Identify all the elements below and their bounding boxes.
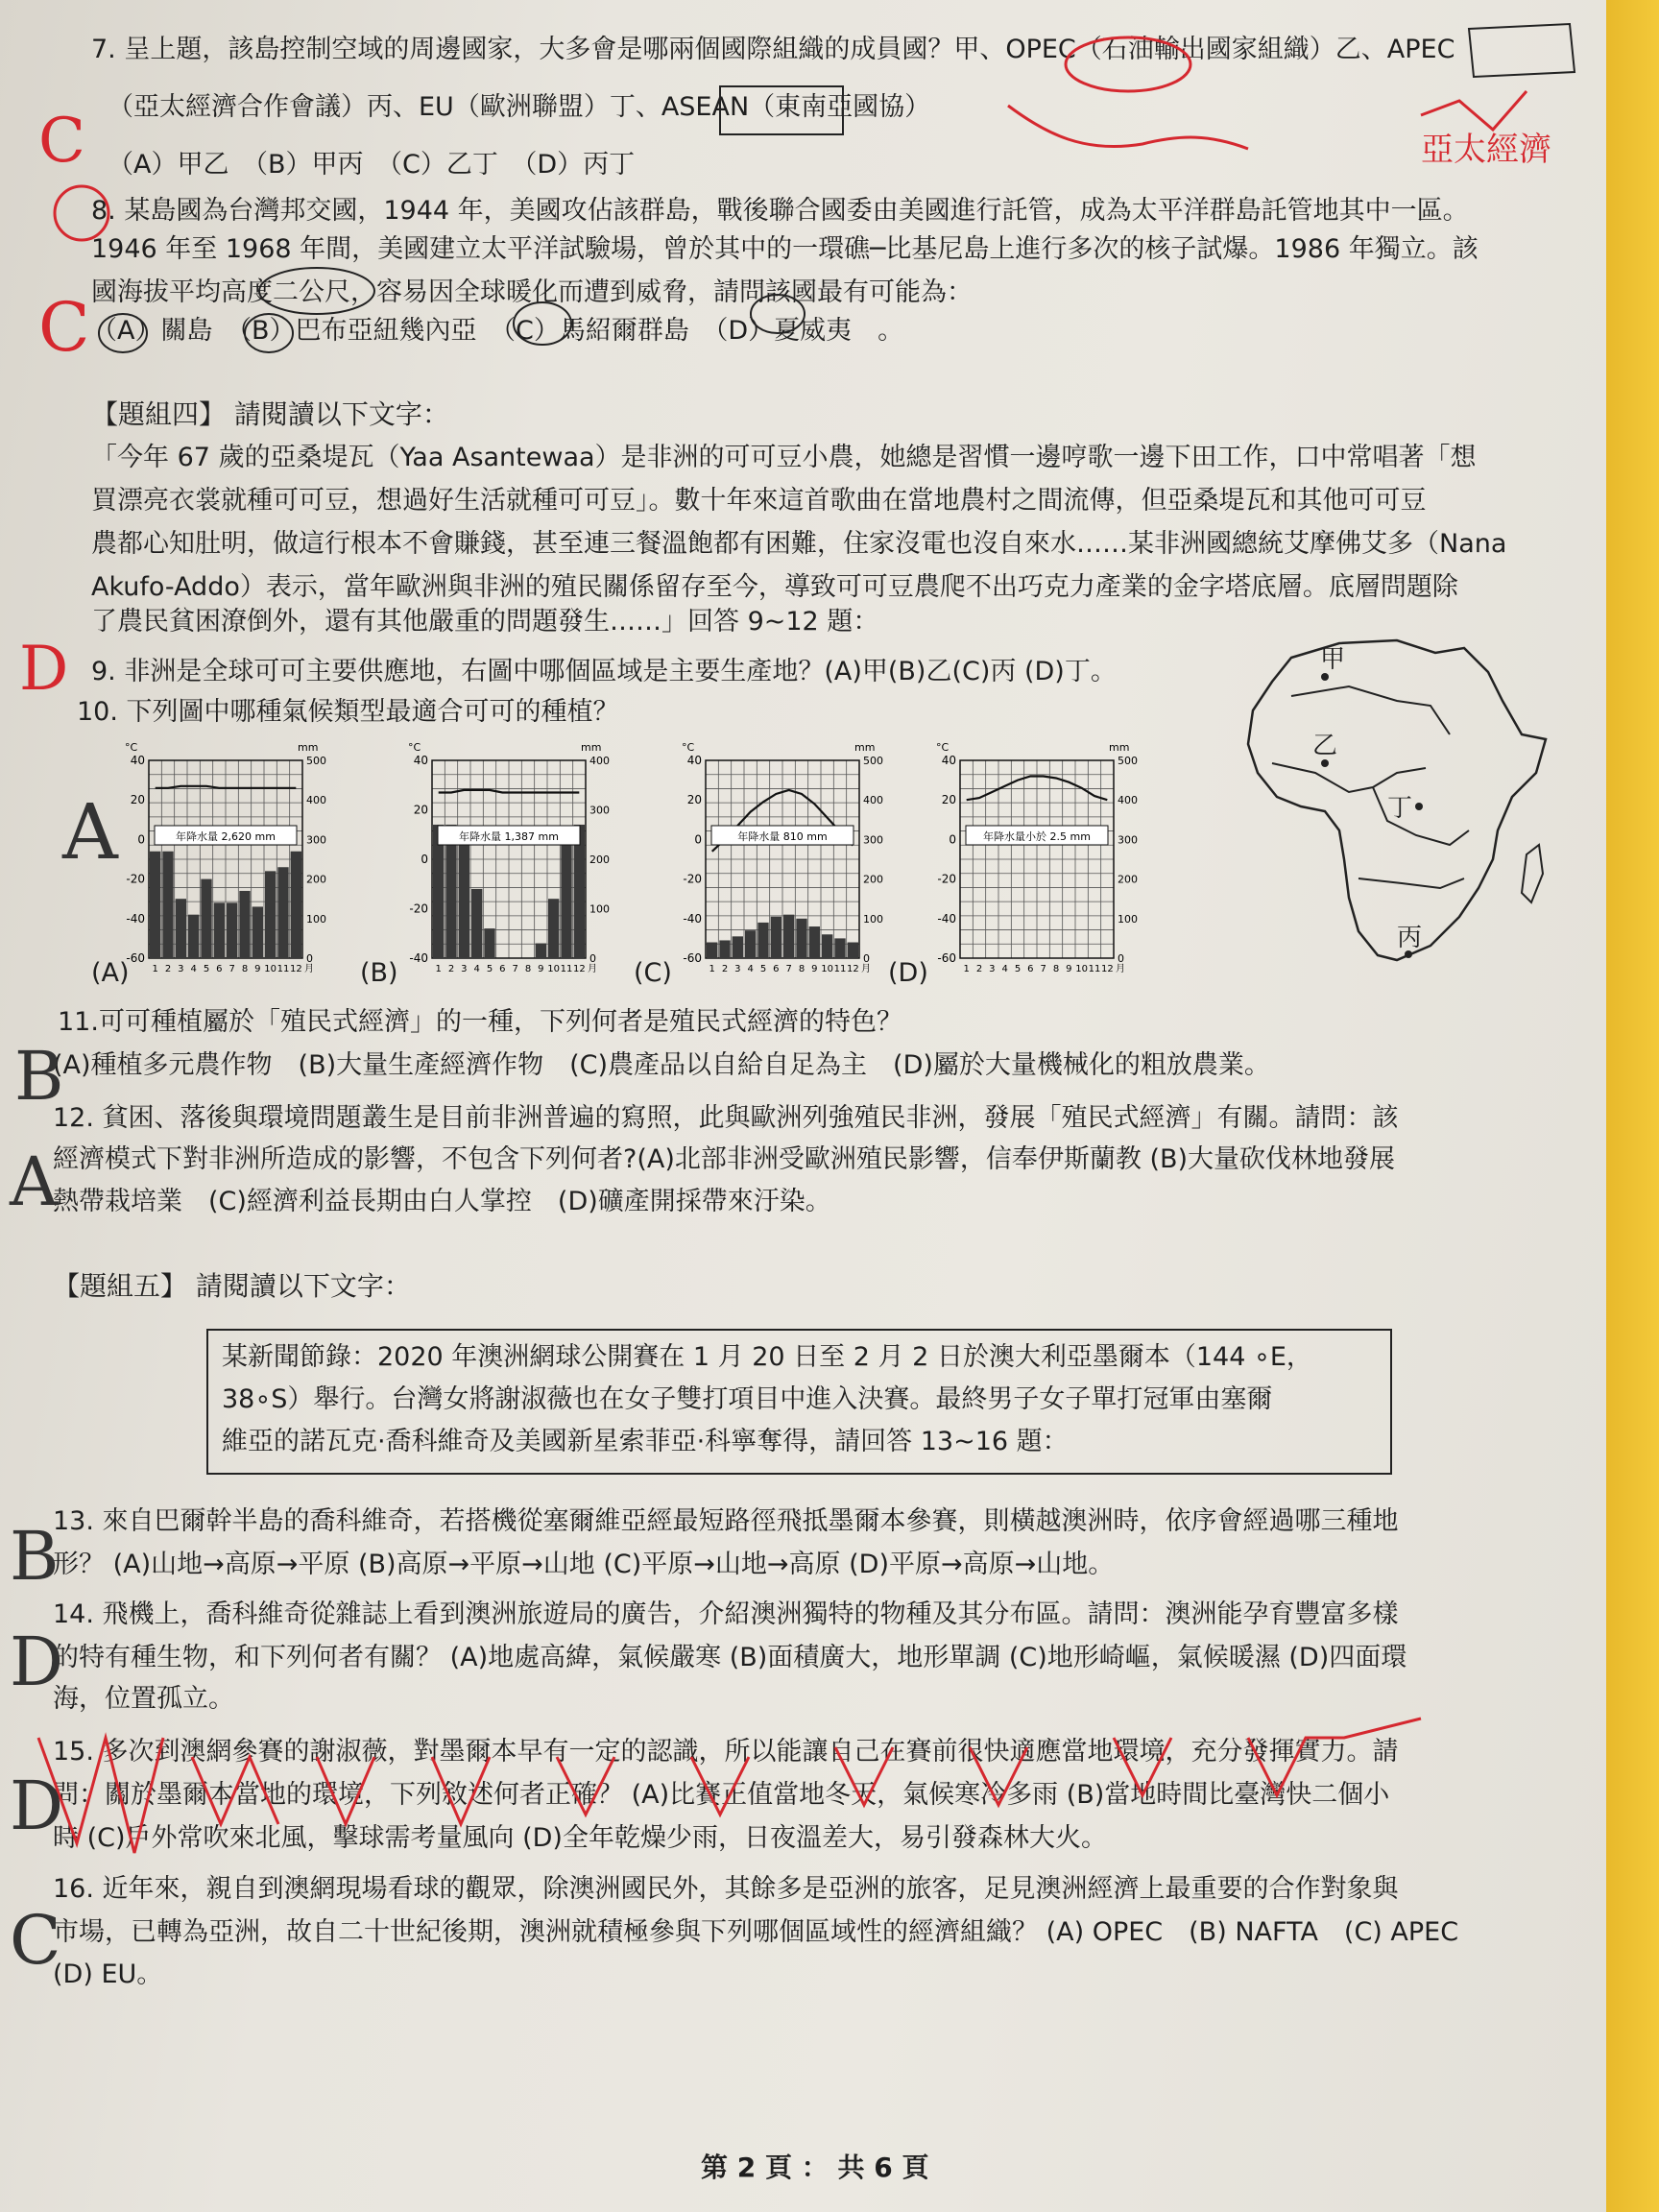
month-tick: 5	[759, 964, 767, 974]
precip-bar	[561, 830, 571, 958]
q11-line1: 11.可可種植屬於「殖民式經濟」的一種，下列何者是殖民式經濟的特色？	[58, 1007, 902, 1037]
precip-tick: 100	[589, 902, 610, 916]
month-label: 月	[861, 964, 871, 974]
month-tick: 10	[264, 964, 277, 974]
q8-line2: 1946 年至 1968 年間，美國建立太平洋試驗場，曾於其中的一環礁─比基尼島上進行多次的核子試爆。1986 年獨立。該	[91, 234, 1479, 264]
month-tick: 1	[963, 964, 970, 974]
precip-bar	[239, 891, 250, 958]
q13-line1: 13. 來自巴爾幹半島的喬科維奇，若搭機從塞爾維亞經最短路徑飛抵墨爾本參賽，則橫越澳洲時，依序會經過哪三種地	[53, 1506, 1399, 1536]
month-tick: 8	[798, 964, 805, 974]
month-tick: 2	[975, 964, 983, 974]
precip-tick: 100	[1118, 912, 1138, 926]
news-line1: 某新聞節錄：2020 年澳洲網球公開賽在 1 月 20 日至 2 月 2 日於澳大利亞墨爾本（144 ∘E，	[222, 1342, 1312, 1372]
month-tick: 9	[1066, 964, 1072, 974]
answer-q13: B	[10, 1517, 60, 1596]
temp-tick: 40	[130, 754, 145, 767]
temp-tick: 40	[686, 754, 702, 767]
precip-tick: 400	[1118, 794, 1138, 807]
month-tick: 9	[254, 964, 261, 974]
month-tick: 6	[773, 964, 780, 974]
q8-line1: 8. 某島國為台灣邦交國，1944 年，美國攻佔該群島，戰後聯合國委由美國進行託管，成為太平洋群島託管地其中一區。	[91, 196, 1469, 226]
precip-bar	[188, 915, 199, 958]
marker-yi	[1321, 759, 1329, 767]
precip-unit: mm	[298, 741, 319, 754]
month-tick: 1	[435, 964, 442, 974]
precip-tick: 0	[1118, 952, 1124, 965]
precip-bar	[707, 943, 717, 958]
temp-tick: -20	[683, 872, 702, 886]
precip-tick: 0	[589, 952, 596, 965]
month-tick: 7	[785, 964, 792, 974]
q8-line3: 國海拔平均高度二公尺，容易因全球暖化而遭到威脅，請問該國最有可能為：	[91, 277, 973, 307]
temp-unit: °C	[936, 741, 950, 754]
q14-line3: 海，位置孤立。	[53, 1684, 234, 1714]
q10-text: 10. 下列圖中哪種氣候類型最適合可可的種植？	[77, 697, 619, 727]
month-tick: 4	[190, 964, 197, 974]
answer-q10: A	[62, 787, 118, 877]
annual-precip-label	[711, 826, 854, 845]
month-tick: 2	[721, 964, 729, 974]
temp-tick: 20	[413, 803, 428, 817]
answer-q9: D	[19, 634, 69, 705]
precip-tick: 500	[1118, 755, 1138, 767]
news-box	[206, 1329, 1392, 1475]
label-ding: 丁	[1387, 794, 1413, 823]
month-tick: 3	[734, 964, 741, 974]
precip-bar	[471, 889, 482, 958]
group4-p2: 買漂亮衣裳就種可可豆，想過好生活就種可可豆」。數十年來這首歌曲在當地農村之間流傳，但亞桑堤瓦和其他可可豆	[91, 486, 1427, 516]
precip-bar	[783, 915, 794, 958]
background-strip	[1606, 0, 1659, 2212]
temp-tick: -60	[126, 951, 145, 965]
temp-tick: 0	[421, 853, 428, 866]
month-label: 月	[304, 964, 314, 974]
month-tick: 11	[833, 964, 847, 974]
precip-bar	[176, 899, 186, 958]
note-q7: 亞太經濟	[1421, 131, 1551, 169]
precip-tick: 200	[306, 873, 326, 886]
month-tick: 3	[989, 964, 996, 974]
precip-bar	[162, 852, 173, 958]
annual-precip-label	[438, 826, 580, 845]
answer-q12: A	[10, 1142, 59, 1221]
month-tick: 8	[241, 964, 249, 974]
q7-options: （A）甲乙 （B）甲丙 （C）乙丁 （D）丙丁	[108, 150, 636, 180]
answer-q16: C	[10, 1901, 61, 1980]
precip-bar	[252, 906, 263, 958]
month-tick: 11	[1088, 964, 1101, 974]
month-tick: 6	[1027, 964, 1034, 974]
temp-tick: 20	[941, 793, 956, 807]
temp-tick: 20	[686, 793, 702, 807]
month-tick: 2	[447, 964, 455, 974]
annotation-text: 年降水量 1,387 mm	[459, 830, 559, 843]
precip-bar	[745, 930, 756, 958]
border-north	[1291, 686, 1450, 734]
precip-bar	[484, 928, 494, 958]
precip-bar	[719, 940, 730, 958]
precip-tick: 300	[1118, 833, 1138, 847]
month-tick: 3	[178, 964, 184, 974]
month-tick: 3	[461, 964, 468, 974]
temp-tick: -60	[937, 951, 956, 965]
month-tick: 12	[1100, 964, 1114, 974]
group4-p3: 農都心知肚明，做這行根本不會賺錢，甚至連三餐溫飽都有困難，住家沒電也沒自來水……某非洲國總統艾摩佛艾多（Nana	[91, 529, 1507, 559]
month-tick: 7	[1040, 964, 1046, 974]
month-tick: 6	[216, 964, 223, 974]
precip-unit: mm	[854, 741, 876, 754]
temp-tick: -40	[937, 911, 956, 926]
climate-chart-a	[115, 739, 336, 979]
q12-line3: 熱帶栽培業 (C)經濟利益長期由白人掌控 (D)礦產開採帶來汙染。	[53, 1187, 831, 1216]
precip-bar	[733, 936, 743, 958]
temp-tick: -40	[126, 911, 145, 926]
madagascar-island	[1522, 845, 1543, 902]
chart-option-c: (C)	[634, 958, 672, 988]
precip-bar	[291, 852, 301, 958]
precip-bar	[796, 919, 806, 958]
precip-tick: 400	[589, 755, 610, 767]
q12-line1: 12. 貧困、落後與環境問題叢生是目前非洲普遍的寫照，此與歐洲列強殖民非洲，發展「殖民式經濟」有關。請問：該	[53, 1103, 1399, 1133]
month-label: 月	[1116, 964, 1125, 974]
q14-line1: 14. 飛機上，喬科維奇從雜誌上看到澳洲旅遊局的廣告，介紹澳洲獨特的物種及其分布區。請問：澳洲能孕育豐富多樣	[53, 1599, 1399, 1629]
month-tick: 10	[1075, 964, 1089, 974]
group4-p1: 「今年 67 歲的亞桑堤瓦（Yaa Asantewaa）是非洲的可可豆小農，她總是習慣一邊哼歌一邊下田工作，口中常唱著「想	[91, 443, 1477, 472]
precip-bar	[757, 923, 768, 958]
label-yi: 乙	[1312, 732, 1338, 760]
temp-tick: -20	[126, 872, 145, 886]
precip-bar	[150, 852, 160, 958]
climate-chart-d	[926, 739, 1147, 979]
q16-line2: 市場，已轉為亞洲，故自二十世紀後期，澳洲就積極參與下列哪個區域性的經濟組織？ (A) OPEC (B) NAFTA (C) APEC	[53, 1917, 1459, 1947]
precip-unit: mm	[581, 741, 602, 754]
precip-unit: mm	[1109, 741, 1130, 754]
month-tick: 4	[473, 964, 480, 974]
q15-line2: 問：關於墨爾本當地的環境，下列敘述何者正確？ (A)比賽正值當地冬天，氣候寒冷多雨 (B)當地時間比臺灣快二個小	[53, 1780, 1390, 1810]
label-jia: 甲	[1320, 645, 1346, 674]
marker-ding	[1415, 803, 1423, 810]
answer-q15: D	[10, 1767, 64, 1845]
month-tick: 1	[152, 964, 158, 974]
precip-tick: 200	[589, 854, 610, 866]
q15-line1: 15. 多次到澳網參賽的謝淑薇，對墨爾本早有一定的認識，所以能讓自己在賽前很快適應當地環境，充分發揮實力。請	[53, 1737, 1399, 1767]
q7-line2: （亞太經濟合作會議）丙、EU（歐洲聯盟）丁、ASEAN（東南亞國協）	[108, 92, 931, 122]
month-tick: 2	[164, 964, 172, 974]
temp-tick: -40	[409, 951, 428, 965]
annotation-text: 年降水量小於 2.5 mm	[983, 830, 1091, 843]
chart-option-b: (B)	[360, 958, 398, 988]
month-tick: 7	[228, 964, 235, 974]
news-line2: 38∘S）舉行。台灣女將謝淑薇也在女子雙打項目中進入決賽。最終男子女子單打冠軍由塞爾	[222, 1384, 1273, 1414]
temp-tick: 40	[413, 754, 428, 767]
q13-line2: 形？ (A)山地→高原→平原 (B)高原→平原→山地 (C)平原→山地→高原 (D)平原→高原→山地。	[53, 1550, 1115, 1579]
month-tick: 8	[524, 964, 532, 974]
precip-bar	[848, 943, 858, 958]
precip-tick: 300	[306, 833, 326, 847]
label-bing: 丙	[1397, 924, 1423, 952]
annotation-text: 年降水量 2,620 mm	[176, 830, 276, 843]
temp-tick: -20	[409, 902, 428, 916]
temp-unit: °C	[408, 741, 421, 754]
month-tick: 12	[289, 964, 302, 974]
temp-tick: 0	[949, 832, 956, 847]
q14-line2: 的特有種生物，和下列何者有關？ (A)地處高緯，氣候嚴寒 (B)面積廣大，地形單調 (C)地形崎嶇，氣候暖濕 (D)四面環	[53, 1643, 1407, 1672]
q15-line3: 時 (C)戶外常吹來北風，擊球需考量風向 (D)全年乾燥少雨，日夜溫差大，易引發森林大火。	[53, 1823, 1107, 1853]
q12-line2: 經濟模式下對非洲所造成的影響，不包含下列何者?(A)北部非洲受歐洲殖民影響，信奉伊斯蘭教 (B)大量砍伐林地發展	[53, 1144, 1396, 1174]
group4-p5: 了農民貧困潦倒外，還有其他嚴重的問題發生……」回答 9~12 題：	[91, 607, 879, 637]
month-tick: 10	[547, 964, 561, 974]
precip-tick: 200	[863, 873, 883, 886]
answer-q14: D	[10, 1623, 64, 1701]
temp-tick: 0	[137, 832, 145, 847]
climate-chart-b	[398, 739, 619, 979]
precip-bar	[536, 944, 546, 958]
temp-unit: °C	[125, 741, 138, 754]
precip-bar	[822, 934, 832, 958]
annual-precip-label	[155, 826, 297, 845]
answer-q7: C	[38, 106, 85, 177]
month-tick: 4	[1001, 964, 1008, 974]
month-tick: 9	[811, 964, 818, 974]
precip-tick: 100	[306, 912, 326, 926]
q7-line1: 7. 呈上題，該島控制空域的周邊國家，大多會是哪兩個國際組織的成員國？甲、OPEC（石油輸出國家組織）乙、APEC	[91, 35, 1455, 64]
month-label: 月	[588, 964, 597, 974]
month-tick: 1	[709, 964, 715, 974]
month-tick: 5	[486, 964, 493, 974]
annual-precip-label	[966, 826, 1108, 845]
marker-jia	[1321, 673, 1329, 681]
temp-tick: -60	[683, 951, 702, 965]
page-footer: 第 2 頁 ： 共 6 頁	[701, 2152, 929, 2183]
month-tick: 5	[1014, 964, 1022, 974]
month-tick: 5	[203, 964, 210, 974]
precip-tick: 0	[306, 952, 313, 965]
precip-tick: 100	[863, 912, 883, 926]
precip-bar	[548, 899, 559, 958]
month-tick: 7	[512, 964, 518, 974]
month-tick: 10	[821, 964, 834, 974]
temp-tick: 20	[130, 793, 145, 807]
precip-bar	[227, 902, 237, 958]
temp-tick: 40	[941, 754, 956, 767]
month-tick: 9	[538, 964, 544, 974]
month-tick: 6	[499, 964, 506, 974]
precip-bar	[834, 938, 845, 958]
precip-bar	[459, 834, 469, 958]
answer-q8: C	[38, 288, 90, 367]
q9-text: 9. 非洲是全球可可主要供應地，右圖中哪個區域是主要生產地？(A)甲(B)乙(C)丙 (D)丁。	[91, 657, 1117, 686]
border-south	[1358, 878, 1464, 888]
temp-tick: -20	[937, 872, 956, 886]
precip-bar	[265, 871, 276, 958]
precip-bar	[277, 867, 288, 958]
month-tick: 11	[560, 964, 573, 974]
precip-tick: 400	[306, 794, 326, 807]
month-tick: 4	[747, 964, 754, 974]
temp-tick: -40	[683, 911, 702, 926]
month-tick: 8	[1052, 964, 1060, 974]
group4-title: 【題組四】 請閱讀以下文字：	[91, 398, 449, 430]
month-tick: 11	[276, 964, 290, 974]
precip-tick: 400	[863, 794, 883, 807]
month-tick: 12	[846, 964, 859, 974]
chart-option-d: (D)	[888, 958, 928, 988]
africa-map	[1234, 629, 1579, 974]
q16-line1: 16. 近年來，親自到澳網現場看球的觀眾，除澳洲國民外，其餘多是亞洲的旅客，足見澳洲經濟上最重要的合作對象與	[53, 1874, 1399, 1904]
answer-q11: B	[14, 1037, 64, 1116]
climate-chart-c	[672, 739, 893, 979]
q11-options: (A)種植多元農作物 (B)大量生產經濟作物 (C)農產品以自給自足為主 (D)屬於大量機械化的粗放農業。	[53, 1050, 1270, 1080]
precip-bar	[214, 902, 225, 958]
chart-option-a: (A)	[91, 958, 130, 988]
group5-title: 【題組五】 請閱讀以下文字：	[53, 1270, 411, 1302]
precip-bar	[809, 926, 820, 958]
group4-p4: Akufo-Addo）表示，當年歐洲與非洲的殖民關係留存至今，導致可可豆農爬不出巧克力產業的金字塔底層。底層問題除	[91, 572, 1458, 602]
q8-options: （A）關島 （B）巴布亞紐幾內亞 （C）馬紹爾群島 （D）夏威夷 。	[91, 316, 904, 346]
q16-line3: (D) EU。	[53, 1960, 163, 1989]
month-tick: 12	[572, 964, 586, 974]
annotation-text: 年降水量 810 mm	[737, 830, 828, 843]
precip-bar	[771, 917, 781, 958]
precip-tick: 300	[589, 804, 610, 817]
precip-tick: 300	[863, 833, 883, 847]
temp-unit: °C	[682, 741, 695, 754]
temp-tick: 0	[694, 832, 702, 847]
precip-tick: 500	[863, 755, 883, 767]
precip-tick: 500	[306, 755, 326, 767]
precip-tick: 0	[863, 952, 870, 965]
border-west	[1272, 763, 1426, 792]
precip-bar	[201, 879, 211, 958]
precip-tick: 200	[1118, 873, 1138, 886]
news-line3: 維亞的諾瓦克·喬科維奇及美國新星索菲亞·科寧奪得，請回答 13~16 題：	[222, 1427, 1069, 1456]
